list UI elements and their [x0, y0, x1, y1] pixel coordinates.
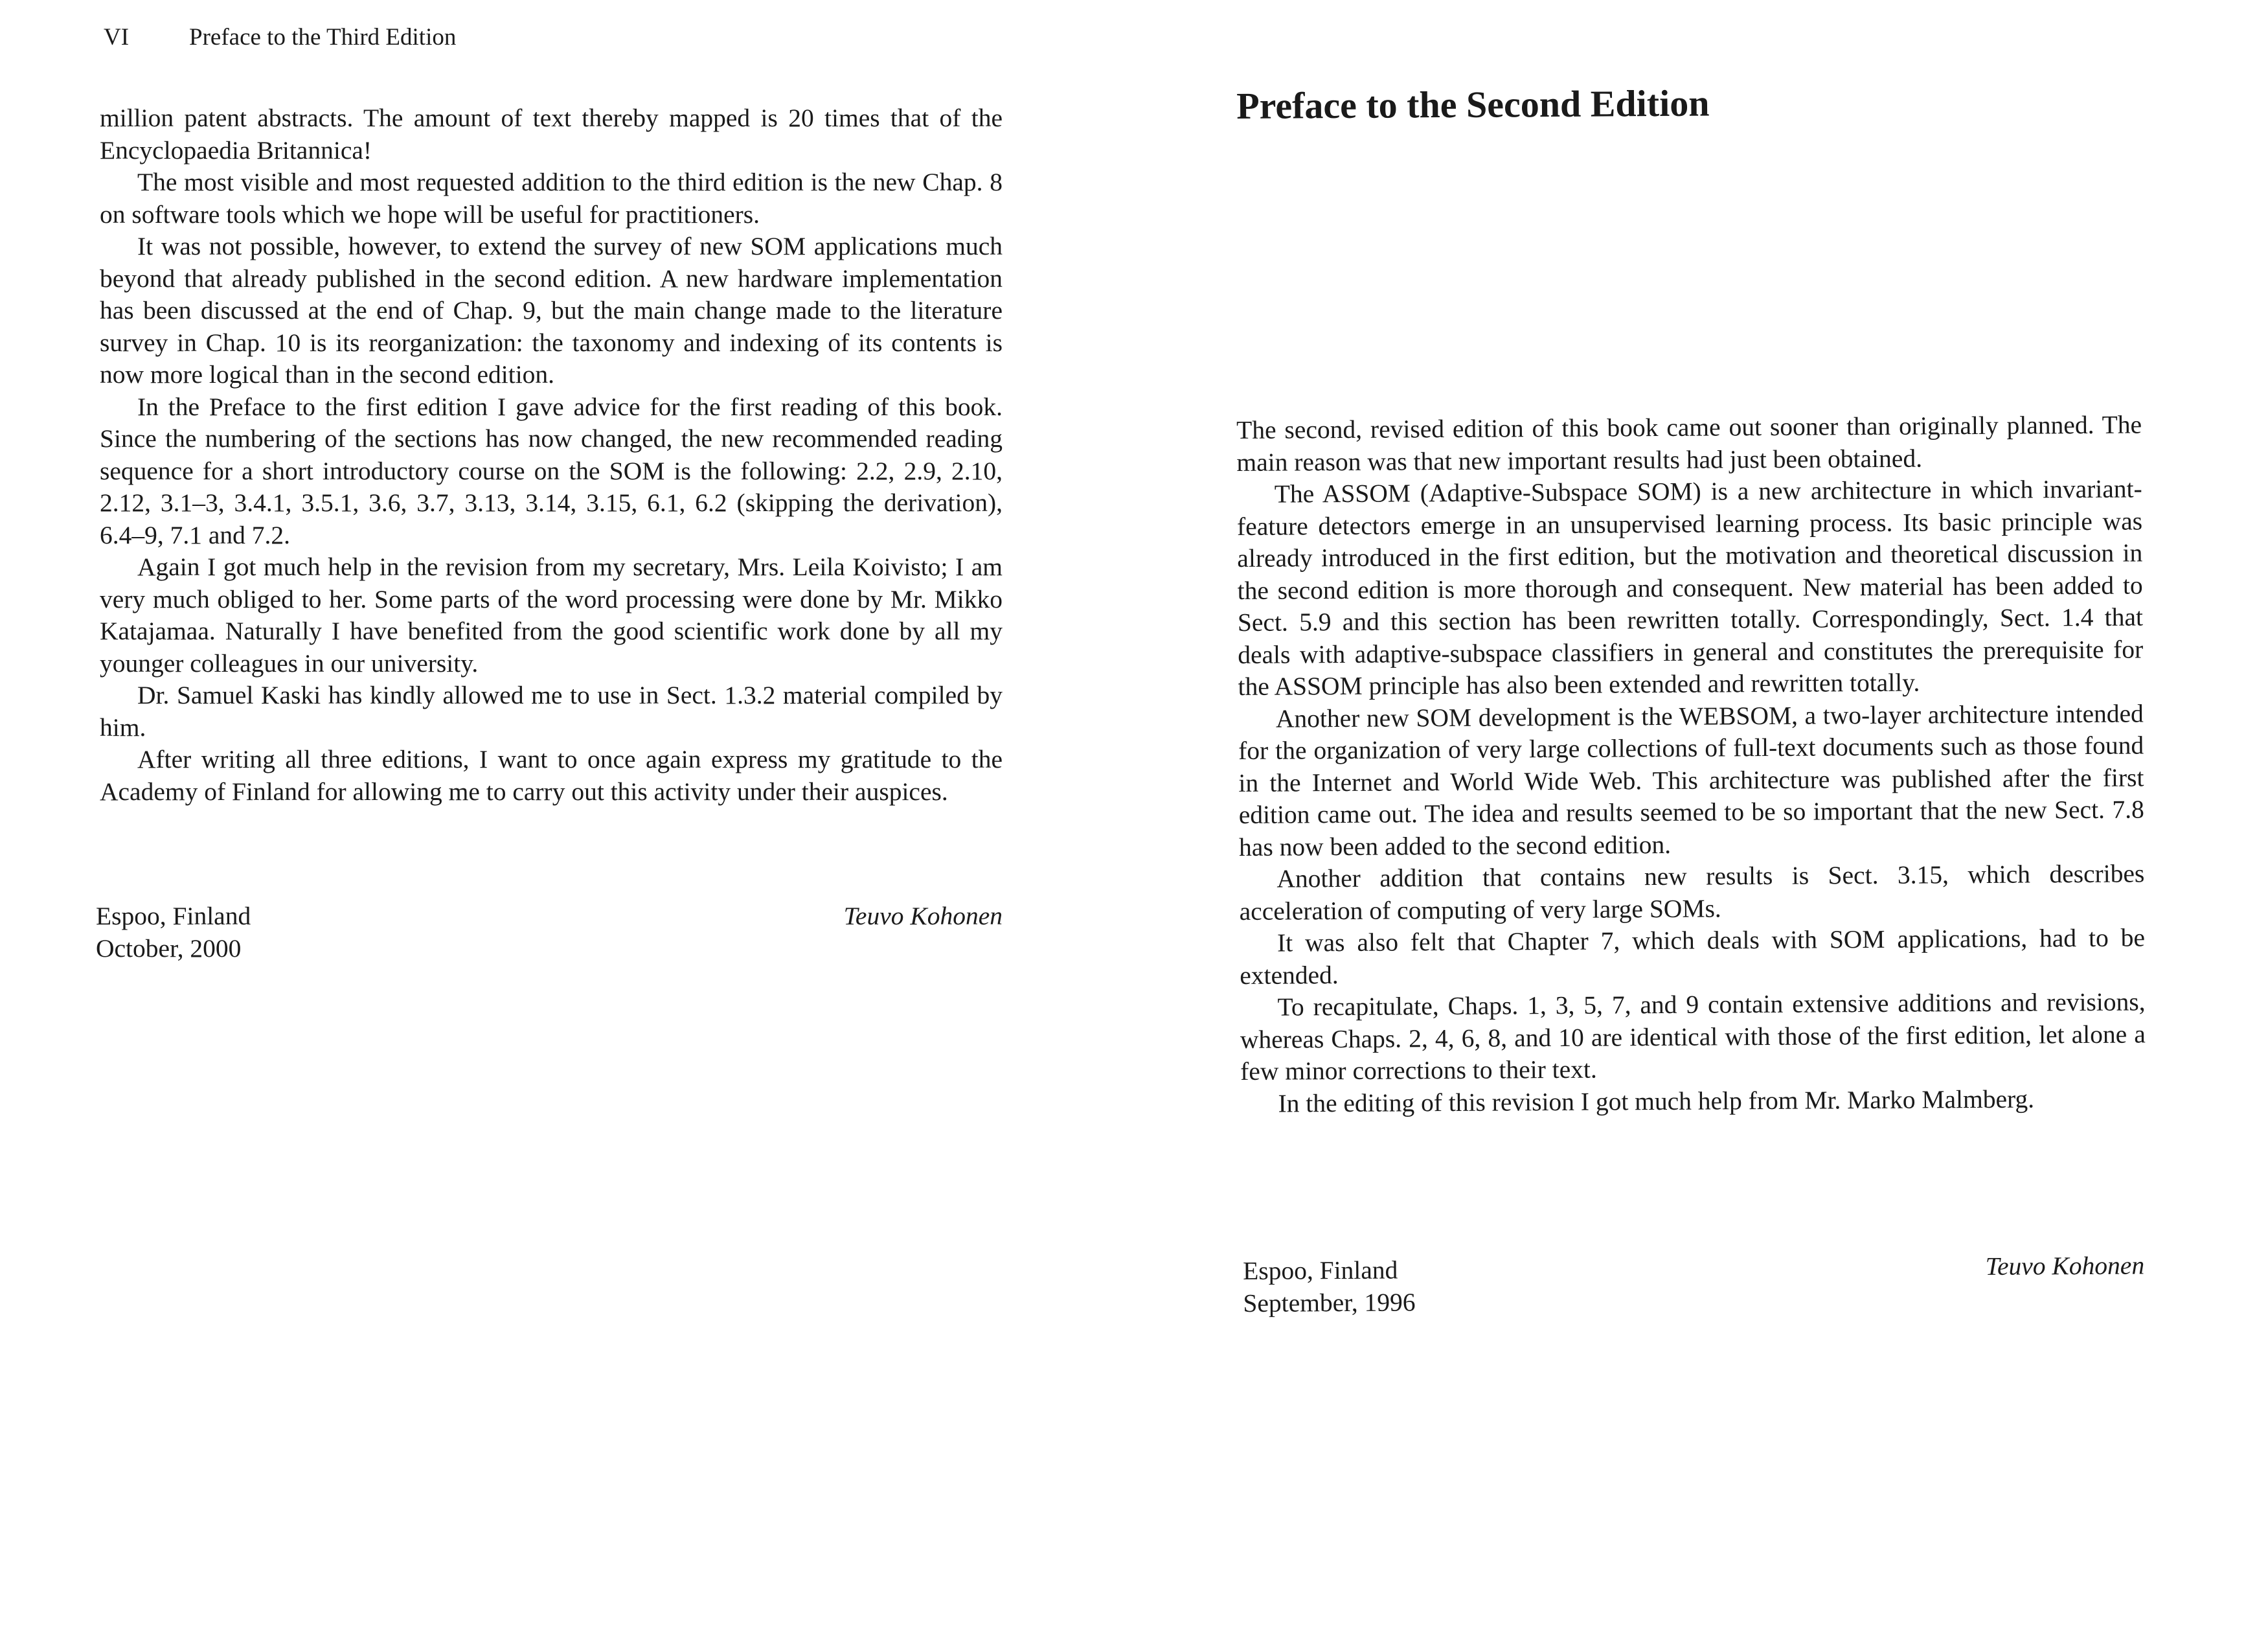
chapter-title: Preface to the Second Edition: [1236, 82, 1710, 127]
right-signoff: [1243, 1250, 2145, 1320]
paragraph: It was also felt that Chapter 7, which deals with SOM applications, had to be extended.: [1240, 923, 2146, 990]
running-head: [104, 23, 456, 51]
paragraph: Another addition that contains new results is Sect. 3.15, which describes acceleration of computing of very large SOMs.: [1239, 859, 2145, 926]
signoff-date: September, 1996: [1243, 1287, 1416, 1318]
paragraph: To recapitulate, Chaps. 1, 3, 5, 7, and 9 contain extensive additions and revisions, whereas Chaps. 2, 4, 6, 8, and 10 are identical with those of the first edition, let alone a few minor corrections to their text.: [1240, 987, 2146, 1086]
paragraph: In the editing of this revision I got much help from Mr. Marko Malmberg.: [1278, 1084, 2035, 1118]
left-body-text: [100, 102, 1003, 808]
paragraph: In the Preface to the first edition I gave advice for the first reading of this book. Since the numbering of the sections has now changed, the new recommended reading sequence for a short introductory course on the SOM is the following: 2.2, 2.9, 2.10, 2.12, 3.1–3, 3.4.1, 3.5.1, 3.6, 3.7, 3.13, 3.14, 3.15, 6.1, 6.2 (skipping the derivation), 6.4–9, 7.1 and 7.2.: [100, 392, 1003, 549]
page-number: VI: [104, 24, 130, 51]
left-signoff: [96, 900, 1003, 965]
paragraph: It was not possible, however, to extend the survey of new SOM applications much beyond that already published in the second edition. A new hardware implementation has been discussed at the end of Chap. 9, but the main change made to the literature survey in Chap. 10 is its reorganization: the taxonomy and indexing of its contents is now more logical than in the second edition.: [100, 232, 1003, 389]
running-head-title: Preface to the Third Edition: [189, 24, 457, 51]
paragraph: million patent abstracts. The amount of text thereby mapped is 20 times that of the Encyclopaedia Britannica!: [100, 104, 1003, 165]
paragraph: After writing all three editions, I want to once again express my gratitude to the Academy of Finland for allowing me to carry out this activity under their auspices.: [100, 745, 1003, 806]
signoff-author: Teuvo Kohonen: [1985, 1251, 2145, 1281]
paragraph: Dr. Samuel Kaski has kindly allowed me to use in Sect. 1.3.2 material compiled by him.: [100, 681, 1003, 742]
paragraph: Another new SOM development is the WEBSOM, a two-layer architecture intended for the organization of very large collections of full-text documents such as those found in the Internet and World Wide Web. This architecture was published after the first edition came out. The idea and results seemed to be so important that the new Sect. 7.8 has now been added to the second edition.: [1238, 698, 2144, 862]
right-body-text: [1236, 409, 2146, 1120]
paragraph: The ASSOM (Adaptive-Subspace SOM) is a new architecture in which invariant-feature detectors emerge in an unsupervised learning process. Its basic principle was already introduced in the first edition, but the motivation and theoretical discussion in the second edition is more thorough and consequent. New material has been added to Sect. 5.9 and this section has been rewritten totally. Correspondingly, Sect. 1.4 that deals with adaptive-subspace classifiers in general and constitutes the prerequisite for the ASSOM principle has also been extended and rewritten totally.: [1236, 474, 2144, 701]
signoff-author: Teuvo Kohonen: [843, 902, 1003, 930]
signoff-place: Espoo, Finland: [96, 902, 251, 930]
paragraph: The most visible and most requested addition to the third edition is the new Chap. 8 on software tools which we hope will be useful for practitioners.: [100, 168, 1003, 229]
paragraph: The second, revised edition of this book came out sooner than originally planned. The main reason was that new important results had just been obtained.: [1236, 410, 2142, 477]
signoff-place: Espoo, Finland: [1243, 1255, 1398, 1285]
paragraph: Again I got much help in the revision from my secretary, Mrs. Leila Koivisto; I am very much obliged to her. Some parts of the word processing were done by Mr. Mikko Katajamaa. Naturally I have benefited from the good scientific work done by all my younger colleagues in our university.: [100, 553, 1003, 678]
signoff-date: October, 2000: [96, 933, 242, 963]
right-page: [1134, 0, 2268, 1635]
